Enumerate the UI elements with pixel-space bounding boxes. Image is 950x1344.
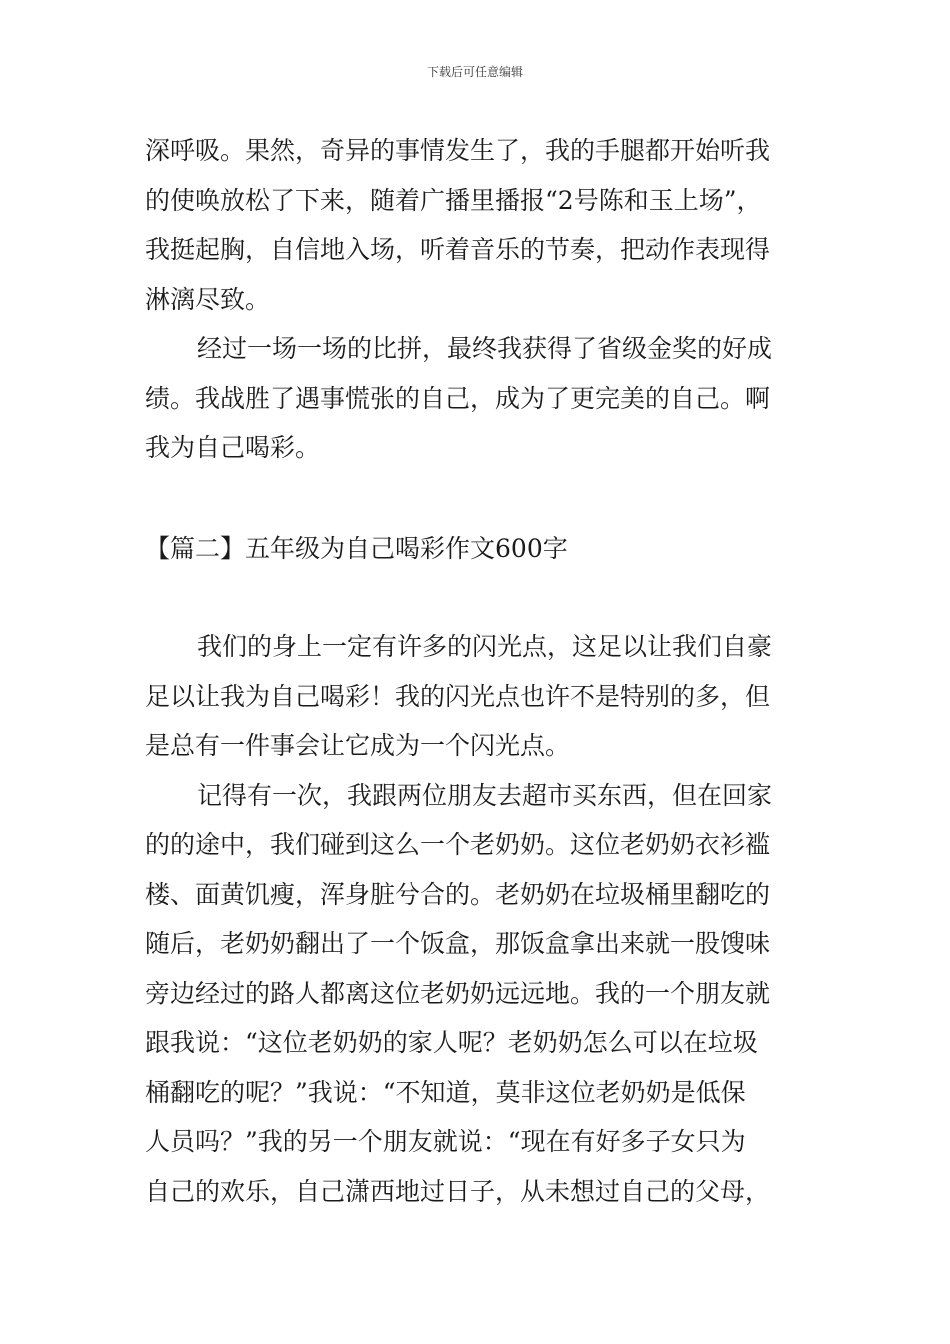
text-line: 经过一场一场的比拼，最终我获得了省级金奖的好成	[197, 334, 773, 363]
page-header: 下载后可任意编辑	[426, 65, 523, 79]
text-line: 是总有一件事会让它成为一个闪光点。	[145, 731, 571, 760]
text-block-1	[145, 126, 809, 473]
text-line: 的的途中，我们碰到这么一个老奶奶。这位老奶奶衣衫褴	[145, 830, 771, 859]
text-line: 自己的欢乐，自己潇西地过日子，从未想过自己的父母，	[145, 1176, 771, 1206]
text-line: 深呼吸。果然，奇异的事情发生了，我的手腿都开始听我	[145, 136, 771, 165]
text-line: 桶翻吃的呢？”我说：“不知道，莫非这位老奶奶是低保	[145, 1077, 746, 1107]
text-line: 我为自己喝彩。	[145, 433, 321, 462]
text-line: 我挺起胸，自信地入场，听着音乐的节奏，把动作表现得	[145, 235, 771, 264]
text-line: 绩。我战胜了遇事慌张的自己，成为了更完美的自己。啊	[145, 383, 771, 413]
text-line: 的使唤放松了下来，随着广播里播报“2号陈和玉上场”，	[145, 185, 762, 215]
text-line: 我们的身上一定有许多的闪光点，这足以让我们自豪	[197, 632, 773, 661]
text-line: 跟我说：“这位老奶奶的家人呢？老奶奶怎么可以在垃圾	[145, 1028, 758, 1057]
text-block-2	[145, 622, 809, 1216]
text-line: 随后，老奶奶翻出了一个饭盒，那饭盒拿出来就一股馊味	[145, 929, 771, 958]
text-line: 足以让我为自己喝彩！我的闪光点也许不是特别的多，但	[145, 681, 771, 711]
text-line: 旁边经过的路人都离这位老奶奶远远地。我的一个朋友就	[145, 978, 771, 1008]
section-title: 【篇二】五年级为自己喝彩作文600字	[145, 534, 568, 563]
text-line: 楼、面黄饥瘦，浑身脏兮合的。老奶奶在垃圾桶里翻吃的	[145, 879, 771, 909]
text-line: 淋漓尽致。	[145, 284, 271, 314]
text-line: 记得有一次，我跟两位朋友去超市买东西，但在回家	[197, 780, 773, 810]
text-line: 人员吗？”我的另一个朋友就说：“现在有好多子女只为	[145, 1127, 746, 1156]
